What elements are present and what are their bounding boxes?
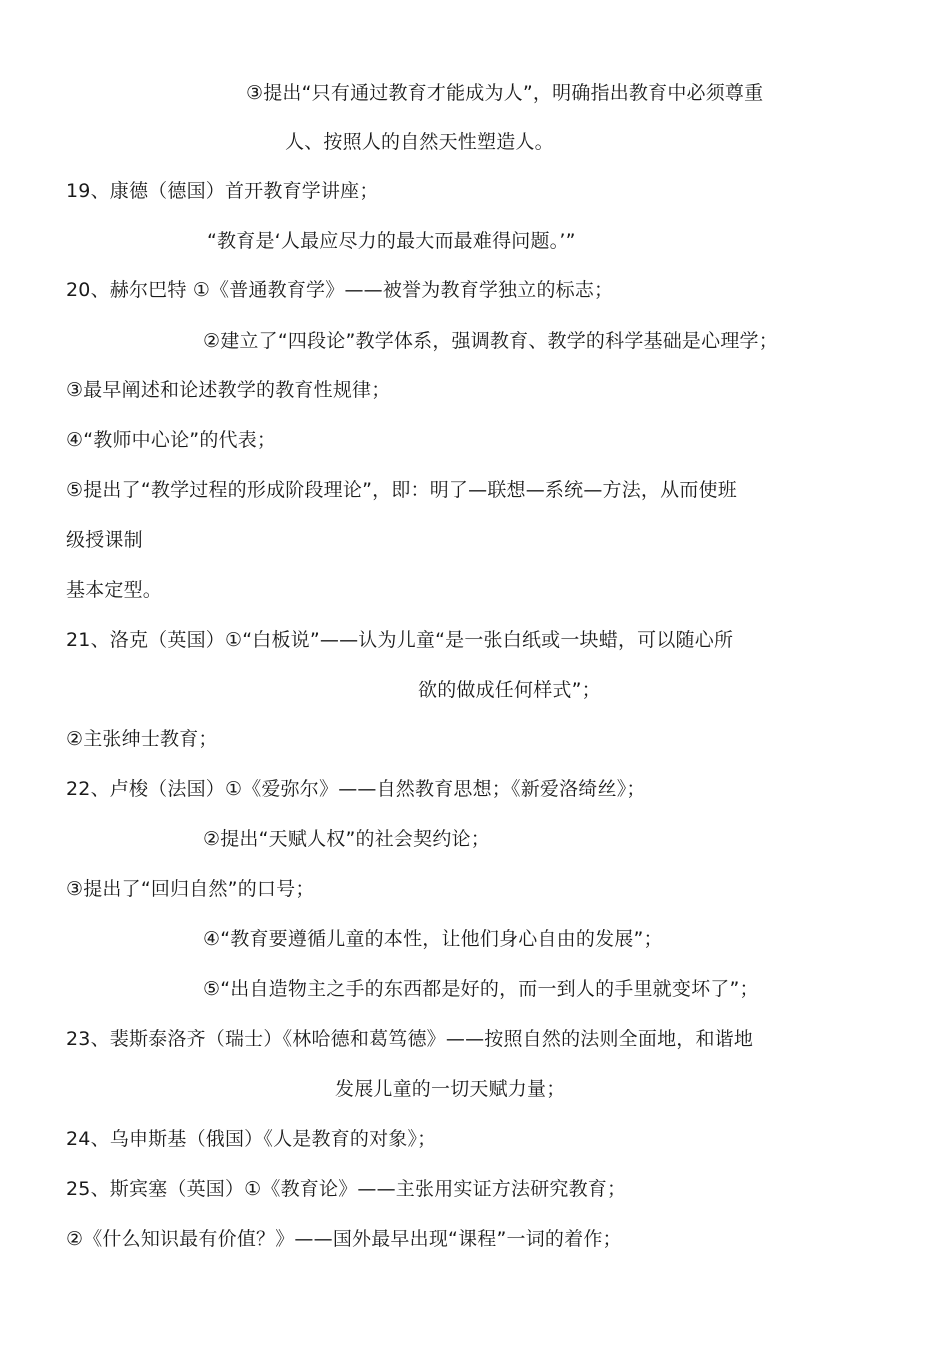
text-line: 20、赫尔巴特 ①《普通教育学》——被誉为教育学独立的标志； (66, 279, 614, 301)
text-line: 发展儿童的一切天赋力量； (335, 1078, 566, 1100)
text-line: ③最早阐述和论述教学的教育性规律； (66, 379, 391, 401)
text-line: ④“教师中心论”的代表； (66, 429, 277, 451)
text-line: 23、裴斯泰洛齐（瑞士）《林哈德和葛笃德》——按照自然的法则全面地，和谐地 (66, 1028, 754, 1050)
text-line: ②《什么知识最有价值？》——国外最早出现“课程”一词的着作； (66, 1228, 622, 1250)
text-line: 19、康德（德国）首开教育学讲座； (66, 180, 379, 202)
text-line: 25、斯宾塞（英国）①《教育论》——主张用实证方法研究教育； (66, 1178, 627, 1200)
text-line: ②主张绅士教育； (66, 728, 218, 750)
text-line: ③提出“只有通过教育才能成为人”，明确指出教育中必须尊重 (246, 82, 764, 104)
text-line: ⑤提出了“教学过程的形成阶段理论”，即：明了—联想—系统—方法，从而使班 (66, 479, 737, 501)
text-line: 21、洛克（英国）①“白板说”——认为儿童“是一张白纸或一块蜡，可以随心所 (66, 629, 734, 651)
text-line: ②提出“天赋人权”的社会契约论； (203, 828, 490, 850)
text-line: ②建立了“四段论”教学体系，强调教育、教学的科学基础是心理学； (203, 330, 778, 352)
text-line: “教育是‘人最应尽力的最大而最难得问题。’” (207, 230, 576, 252)
text-line: 基本定型。 (66, 579, 163, 601)
text-line: 级授课制 (66, 529, 143, 551)
text-line: 欲的做成任何样式”； (418, 679, 601, 701)
text-line: ④“教育要遵循儿童的本性，让他们身心自由的发展”； (203, 928, 663, 950)
text-line: 人、按照人的自然天性塑造人。 (285, 131, 554, 153)
text-line: 22、卢梭（法国）①《爱弥尔》——自然教育思想；《新爱洛绮丝》； (66, 778, 646, 800)
text-line: ⑤“出自造物主之手的东西都是好的，而一到人的手里就变坏了”； (203, 978, 759, 1000)
text-line: ③提出了“回归自然”的口号； (66, 878, 315, 900)
text-line: 24、乌申斯基（俄国）《人是教育的对象》； (66, 1128, 437, 1150)
